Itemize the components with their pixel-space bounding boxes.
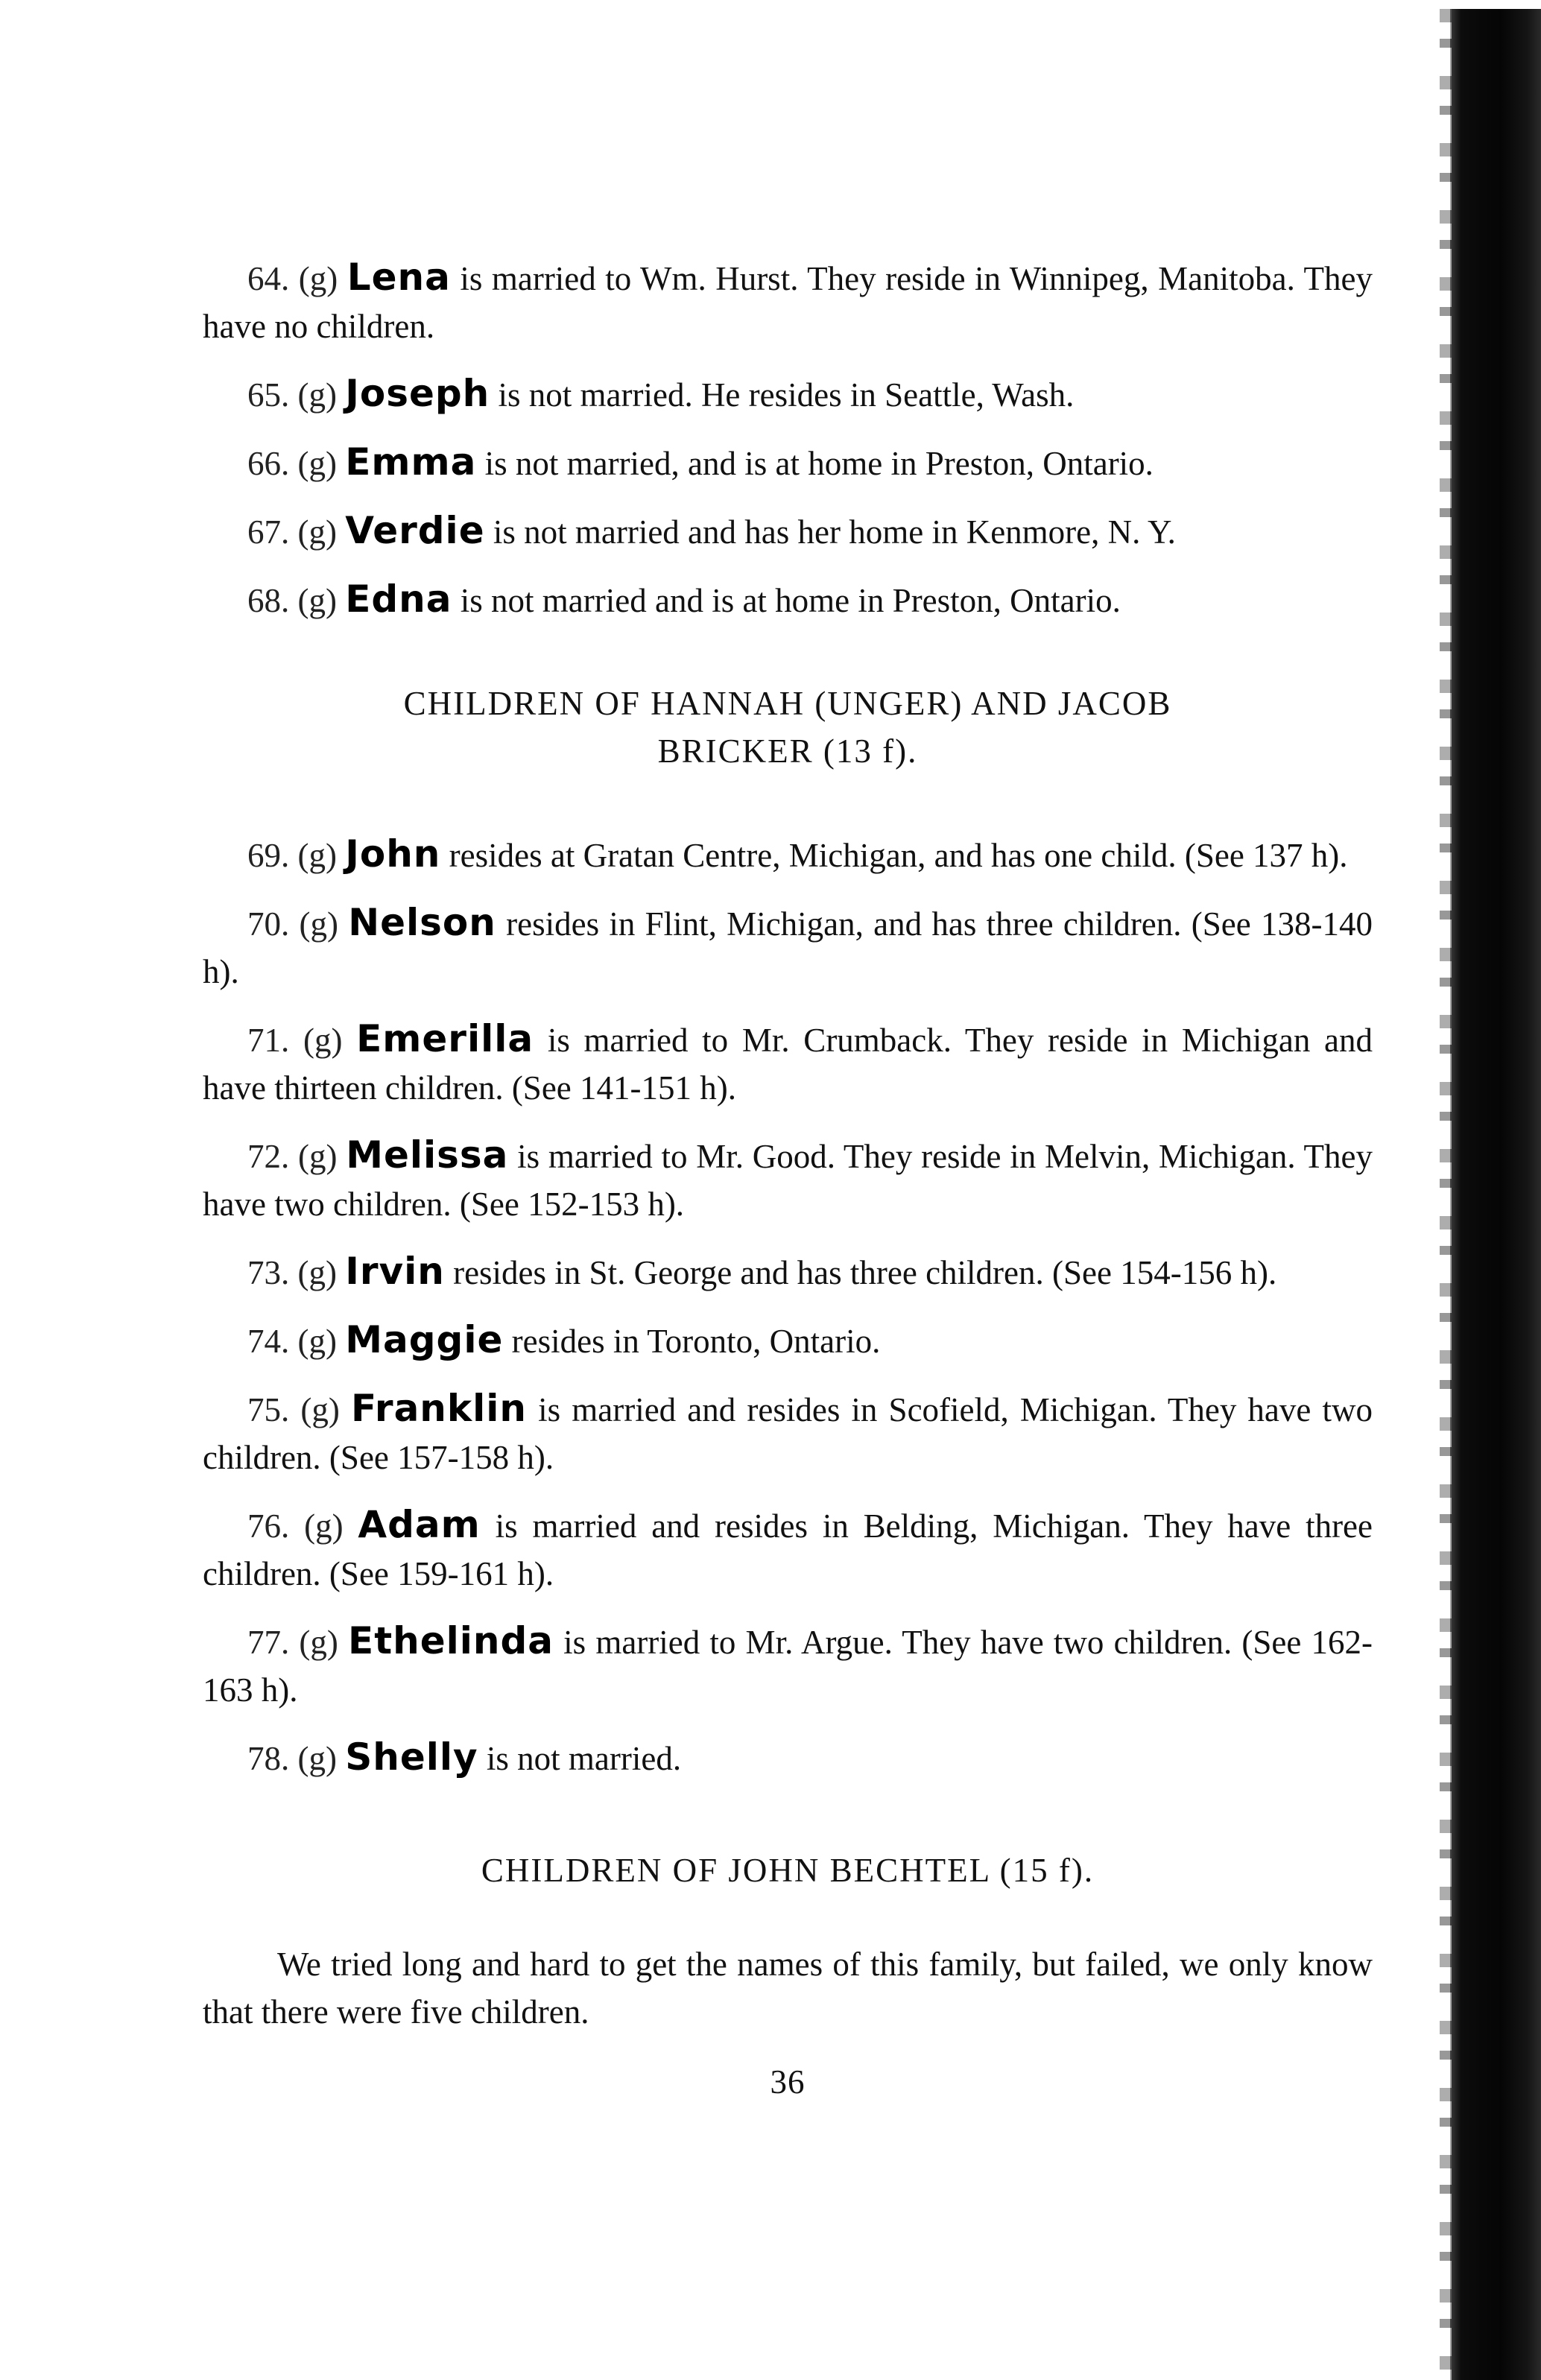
person-name: Shelly (345, 1735, 478, 1779)
person-name: Emerilla (356, 1017, 534, 1060)
entry-text: is married and resides in Scofield, Michigan. They have two children. (See 157-158 h). (203, 1391, 1373, 1476)
entry-text: is not married, and is at home in Preston, Ontario. (476, 445, 1154, 482)
entry-68 (203, 575, 1373, 624)
entry-65 (203, 370, 1373, 419)
entry-77 (203, 1617, 1373, 1714)
generation-tag: (g) (297, 582, 337, 619)
generation-tag: (g) (300, 1391, 340, 1428)
entry-number: 65. (247, 376, 290, 414)
person-name: Melissa (346, 1133, 509, 1177)
entry-text: is not married and has her home in Kenmore, N. Y. (484, 513, 1176, 551)
person-name: John (345, 832, 441, 876)
generation-tag: (g) (297, 1740, 337, 1777)
entries-group-2 (203, 830, 1373, 1782)
entry-69 (203, 830, 1373, 879)
scan-edge-shadow (1450, 9, 1541, 2380)
section-heading-bechtel: CHILDREN OF JOHN BECHTEL (15 f). (481, 1852, 1095, 1889)
entry-number: 71. (247, 1022, 290, 1059)
entry-67 (203, 507, 1373, 556)
entry-number: 69. (247, 837, 290, 874)
entry-number: 74. (247, 1323, 290, 1360)
entry-72 (203, 1131, 1373, 1228)
generation-tag: (g) (299, 1624, 338, 1661)
person-name: Lena (347, 256, 451, 299)
person-name: Emma (345, 440, 477, 484)
entry-text: resides in St. George and has three children. (See 154-156 h). (444, 1254, 1277, 1291)
person-name: Joseph (345, 372, 490, 415)
generation-tag: (g) (297, 1138, 338, 1175)
entry-number: 68. (247, 582, 290, 619)
entry-73 (203, 1247, 1373, 1297)
person-name: Nelson (348, 901, 496, 944)
entry-number: 76. (247, 1507, 290, 1545)
entry-text: is not married. (478, 1740, 682, 1777)
entry-text: is married and resides in Belding, Michigan. They have three children. (See 159-161 h). (203, 1507, 1373, 1592)
entry-76 (203, 1501, 1373, 1598)
entry-66 (203, 438, 1373, 487)
entry-number: 70. (247, 905, 290, 943)
generation-tag: (g) (297, 1254, 337, 1291)
person-name: Verdie (345, 509, 485, 552)
section-heading-bricker (203, 680, 1373, 775)
entry-number: 72. (247, 1138, 290, 1175)
person-name: Irvin (345, 1250, 445, 1293)
page-number: 36 (770, 2063, 806, 2101)
generation-tag: (g) (297, 376, 337, 414)
entry-70 (203, 899, 1373, 996)
entry-number: 78. (247, 1740, 290, 1777)
entry-number: 75. (247, 1391, 290, 1428)
generation-tag: (g) (303, 1022, 343, 1059)
generation-tag: (g) (297, 1323, 337, 1360)
entry-78 (203, 1733, 1373, 1782)
entry-75 (203, 1384, 1373, 1481)
entries-group-1 (203, 253, 1373, 624)
entry-text: is not married and is at home in Preston, Ontario. (452, 582, 1121, 619)
entry-number: 67. (247, 513, 290, 551)
person-name: Maggie (345, 1318, 504, 1361)
entry-71 (203, 1015, 1373, 1112)
entry-text: is married to Wm. Hurst. They reside in Winnipeg, Manitoba. They have no children. (203, 260, 1373, 345)
section-heading-line-1: CHILDREN OF HANNAH (UNGER) AND JACOB (403, 685, 1172, 722)
person-name: Ethelinda (348, 1619, 554, 1662)
entry-number: 66. (247, 445, 290, 482)
entry-64 (203, 253, 1373, 350)
generation-tag: (g) (297, 837, 337, 874)
entry-text: resides in Toronto, Ontario. (503, 1323, 881, 1360)
generation-tag: (g) (297, 445, 337, 482)
entry-text: resides at Gratan Centre, Michigan, and has one child. (See 137 h). (440, 837, 1348, 874)
entry-text: is married to Mr. Argue. They have two children. (See 162-163 h). (203, 1624, 1373, 1709)
generation-tag: (g) (299, 905, 338, 943)
generation-tag: (g) (297, 513, 337, 551)
person-name: Franklin (350, 1387, 528, 1430)
page-content (203, 253, 1373, 2106)
entry-text: is not married. He resides in Seattle, Wash. (490, 376, 1075, 414)
entry-text: is married to Mr. Crumback. They reside in Michigan and have thirteen children. (See 141-151 h). (203, 1022, 1373, 1107)
entry-text: resides in Flint, Michigan, and has three children. (See 138-140 h). (203, 905, 1373, 990)
section-heading-line-2: BRICKER (13 f). (657, 732, 918, 770)
entry-text: is married to Mr. Good. They reside in Melvin, Michigan. They have two children. (See 152-153 h). (203, 1138, 1373, 1223)
closing-paragraph: We tried long and hard to get the names of this family, but failed, we only know that there were five children. (203, 1946, 1373, 2031)
person-name: Adam (358, 1503, 481, 1546)
generation-tag: (g) (298, 260, 338, 297)
generation-tag: (g) (304, 1507, 344, 1545)
person-name: Edna (345, 577, 452, 621)
entry-number: 73. (247, 1254, 290, 1291)
entry-number: 64. (247, 260, 290, 297)
entry-74 (203, 1316, 1373, 1365)
entry-number: 77. (247, 1624, 290, 1661)
